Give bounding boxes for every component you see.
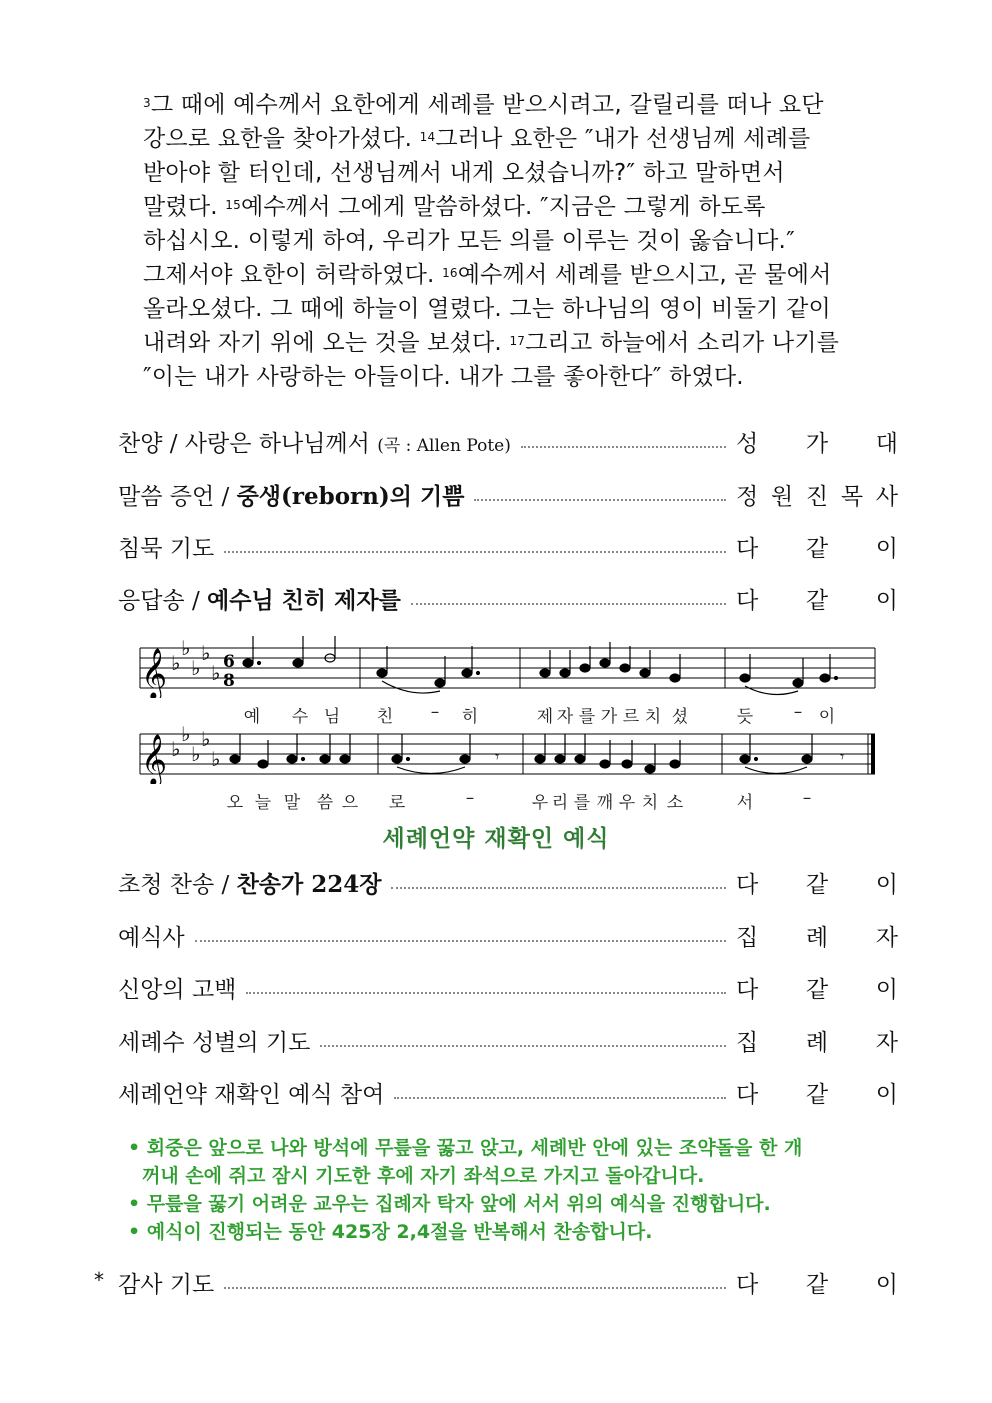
item-leader	[736, 530, 898, 563]
lyric-syllable: 으	[341, 793, 359, 813]
svg-text:♭: ♭	[171, 737, 181, 761]
lyric-syllable: 듯	[736, 707, 754, 727]
svg-text:8: 8	[223, 671, 235, 691]
standing-mark: *	[94, 1268, 104, 1292]
lyric-syllable: 를	[573, 793, 591, 813]
lyric-syllable: 가	[600, 707, 618, 727]
item-composer: (곡 : Allen Pote)	[377, 435, 511, 456]
item-title	[118, 582, 401, 615]
scripture-text: 그러나 요한은 ″내가 선생님께 세례를	[435, 126, 811, 152]
scripture-line	[143, 292, 883, 326]
verse-number: 17	[509, 334, 526, 348]
lyric-syllable: 제	[536, 707, 554, 727]
leader-dots	[411, 603, 726, 605]
leader-char: 례	[805, 1029, 829, 1056]
response-title: 예수님 친히 제자를	[207, 586, 401, 614]
item-leader	[736, 971, 898, 1004]
scripture-text: 받아야 할 터인데, 선생님께서 내게 오셨습니까?″ 하고 말하면서	[143, 160, 785, 186]
lyric-syllable: –	[465, 788, 475, 808]
svg-text:♭: ♭	[181, 722, 191, 746]
svg-text:♭: ♭	[201, 641, 211, 665]
leader-dots	[246, 992, 726, 994]
order-item-thanksgiving-prayer	[118, 1262, 898, 1302]
scripture-text: 강으로 요한을 찾아가셨다.	[143, 126, 420, 152]
scripture-text: 하십시오. 이렇게 하여, 우리가 모든 의를 이루는 것이 옳습니다.″	[143, 228, 795, 254]
item-leader	[736, 866, 898, 899]
leader-char: 가	[805, 430, 829, 457]
order-item-silent-prayer	[118, 526, 898, 566]
leader-char: 다	[736, 871, 759, 898]
scripture-line	[143, 258, 883, 292]
leader-dots	[224, 551, 726, 553]
scripture-text: 그 때에 예수께서 요한에게 세례를 받으시려고, 갈릴리를 떠나 요단	[150, 92, 824, 118]
leader-char: 집	[736, 924, 759, 951]
order-item-anthem	[118, 421, 898, 461]
lyric-syllable: 친	[376, 707, 394, 727]
lyric-syllable: 치	[641, 793, 659, 813]
lyric-syllable: –	[802, 788, 812, 808]
scripture-line	[143, 326, 883, 360]
leader-char: 대	[875, 430, 898, 457]
item-label: 감사 기도	[118, 1271, 215, 1298]
leader-char: 이	[875, 1271, 898, 1298]
leader-dots	[320, 1045, 726, 1047]
lyric-syllable: 셨	[671, 707, 689, 727]
lyric-syllable: 서	[736, 793, 754, 813]
lyric-syllable: 로	[388, 793, 406, 813]
scripture-line	[143, 224, 883, 258]
leader-char: 사	[875, 483, 898, 510]
verse-number: 15	[225, 198, 241, 212]
leader-char: 진	[805, 483, 829, 510]
item-title	[118, 866, 381, 899]
leader-char: 례	[805, 924, 829, 951]
leader-dots	[474, 499, 726, 501]
item-label: 침묵 기도	[118, 535, 215, 562]
leader-dots	[195, 940, 726, 942]
item-label: 세례수 성별의 기도	[118, 1029, 311, 1056]
lyric-syllable: 우	[618, 793, 636, 813]
lyric-syllable: 자	[556, 707, 574, 727]
time-signature	[223, 652, 235, 691]
hymn-number: 찬송가 224장	[236, 870, 382, 898]
item-label: 세례언약 재확인 예식 참여	[118, 1081, 385, 1108]
note-line: • 무릎을 꿇기 어려운 교우는 집례자 탁자 앞에 서서 위의 예식을 진행합니다.	[128, 1193, 771, 1215]
lyric-syllable: 를	[578, 707, 596, 727]
lyric-syllable: 깨	[596, 793, 614, 813]
lyric-syllable: 이	[818, 707, 836, 727]
treble-clef-icon: 𝄞	[141, 648, 168, 698]
scripture-line	[143, 122, 883, 156]
lyric-syllable: 히	[461, 707, 479, 727]
scripture-text: 올라오셨다. 그 때에 하늘이 열렸다. 그는 하나님의 영이 비둘기 같이	[143, 296, 831, 322]
scripture-text: 그제서야 요한이 허락하였다.	[143, 262, 443, 288]
leader-char: 이	[875, 1081, 898, 1108]
lyric-syllable: 씀	[316, 793, 334, 813]
scripture-text: 예수께서 그에게 말씀하셨다. ″지금은 그렇게 하도록	[240, 194, 766, 220]
verse-number: 3	[143, 96, 151, 110]
verse-number: 16	[442, 266, 458, 280]
item-leader	[736, 582, 898, 615]
leader-char: 이	[875, 535, 898, 562]
leader-char: 성	[736, 430, 759, 457]
svg-text:♭: ♭	[211, 661, 221, 685]
note-line: 꺼내 손에 쥐고 잠시 기도한 후에 자기 좌석으로 가지고 돌아갑니다.	[142, 1165, 705, 1187]
scripture-line	[143, 360, 883, 394]
svg-text:♭: ♭	[171, 651, 181, 675]
leader-char: 같	[805, 587, 829, 614]
item-title	[118, 425, 511, 458]
instruction-notes	[128, 1134, 898, 1246]
leader-char: 목	[840, 483, 864, 510]
scripture-text: 말렸다.	[143, 194, 226, 220]
svg-text:6: 6	[223, 652, 235, 672]
lyric-syllable: 르	[622, 707, 640, 727]
lyric-syllable: 님	[323, 707, 341, 727]
order-item-reaffirmation	[118, 1072, 898, 1112]
item-title	[118, 478, 464, 511]
treble-clef-icon: 𝄞	[141, 734, 168, 784]
scripture-text: 예수께서 세례를 받으시고, 곧 물에서	[457, 262, 832, 288]
order-item-sermon	[118, 474, 898, 514]
item-label: 초청 찬송 /	[118, 871, 237, 898]
lyric-syllable: 늘	[254, 793, 272, 813]
leader-char: 같	[805, 871, 829, 898]
svg-text:𝄾: 𝄾	[840, 747, 845, 766]
svg-text:♭: ♭	[201, 727, 211, 751]
lyric-syllable: 오	[226, 793, 244, 813]
item-leader	[736, 1076, 898, 1109]
lyric-syllable: –	[430, 702, 440, 722]
music-staff-1	[135, 636, 880, 698]
leader-char: 이	[875, 587, 898, 614]
svg-text:♭: ♭	[211, 747, 221, 771]
leader-char: 다	[736, 535, 759, 562]
note-line: • 예식이 진행되는 동안 425장 2,4절을 반복해서 찬송합니다.	[128, 1221, 653, 1243]
item-label: 말씀 증언 /	[118, 483, 237, 510]
scripture-line	[143, 190, 883, 224]
lyric-syllable: 말	[283, 793, 301, 813]
item-label: 신앙의 고백	[118, 976, 237, 1003]
item-label: 응답송 /	[118, 587, 208, 614]
sermon-title: 중생(reborn)의 기쁨	[236, 482, 465, 510]
leader-char: 정	[736, 483, 759, 510]
leader-char: 이	[875, 871, 898, 898]
lyric-syllable: 수	[291, 707, 309, 727]
item-leader	[736, 478, 898, 511]
order-item-response	[118, 578, 898, 618]
note-line: • 회중은 앞으로 나와 방석에 무릎을 꿇고 앉고, 세례반 안에 있는 조약돌을 한 개	[128, 1137, 803, 1159]
order-item-water-blessing	[118, 1020, 898, 1060]
scripture-text: 내려와 자기 위에 오는 것을 보셨다.	[143, 330, 510, 356]
scripture-text: 그리고 하늘에서 소리가 나기를	[525, 330, 840, 356]
leader-char: 다	[736, 1081, 759, 1108]
leader-char: 다	[736, 587, 759, 614]
leader-char: 집	[736, 1029, 759, 1056]
lyric-syllable: 치	[644, 707, 662, 727]
leader-char: 다	[736, 1271, 759, 1298]
leader-char: 같	[805, 1081, 829, 1108]
item-label: 예식사	[118, 924, 185, 951]
music-staff-2	[135, 722, 880, 784]
leader-char: 자	[875, 924, 898, 951]
order-item-invitation-hymn	[118, 862, 898, 902]
leader-dots	[394, 1097, 726, 1099]
order-item-creed	[118, 967, 898, 1007]
leader-char: 원	[770, 483, 794, 510]
lyric-syllable: –	[793, 702, 803, 722]
scripture-text: ″이는 내가 사랑하는 아들이다. 내가 그를 좋아한다″ 하였다.	[143, 364, 744, 390]
item-leader	[736, 919, 898, 952]
svg-text:♭: ♭	[191, 742, 201, 766]
verse-number: 14	[419, 130, 436, 144]
item-leader	[736, 425, 898, 458]
lyric-syllable: 리	[551, 793, 569, 813]
lyric-syllable: 소	[666, 793, 684, 813]
item-leader	[736, 1266, 898, 1299]
leader-char: 이	[875, 976, 898, 1003]
lyric-syllable: 우	[531, 793, 549, 813]
item-leader	[736, 1024, 898, 1057]
leader-char: 같	[805, 976, 829, 1003]
scripture-line	[143, 88, 883, 122]
leader-dots	[224, 1287, 726, 1289]
lyric-syllable: 예	[243, 707, 261, 727]
item-label: 찬양 / 사랑은 하나님께서	[118, 430, 378, 457]
ties	[397, 767, 807, 774]
order-item-liturgy-address	[118, 915, 898, 955]
section-title: 세례언약 재확인 예식	[382, 826, 610, 852]
leader-char: 다	[736, 976, 759, 1003]
leader-char: 같	[805, 535, 829, 562]
lyrics-line-2	[135, 788, 880, 812]
leader-dots	[521, 446, 726, 448]
leader-char: 자	[875, 1029, 898, 1056]
scripture-line	[143, 156, 883, 190]
svg-text:♭: ♭	[181, 636, 191, 660]
notes	[243, 636, 838, 687]
leader-char: 같	[805, 1271, 829, 1298]
svg-text:♭: ♭	[191, 656, 201, 680]
leader-dots	[391, 887, 726, 889]
svg-text:𝄾: 𝄾	[495, 747, 500, 766]
scripture-passage	[143, 88, 883, 394]
